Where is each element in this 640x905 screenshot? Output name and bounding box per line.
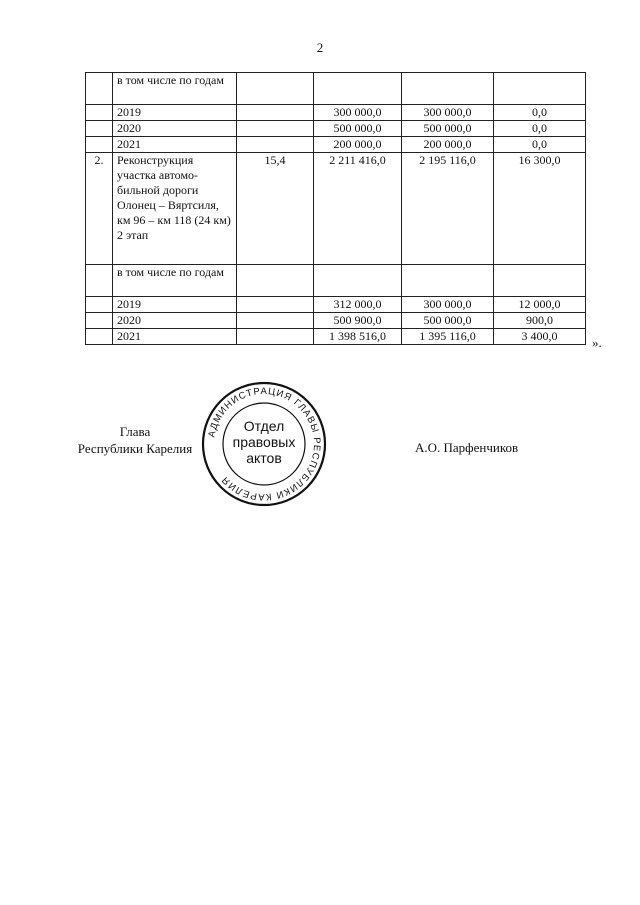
signatory-title: [60, 423, 210, 457]
row-number-cell: [86, 329, 113, 345]
row-value-total-cell: 300 000,0: [314, 105, 402, 121]
row-value-total-cell: 312 000,0: [314, 297, 402, 313]
page-number: 2: [316, 40, 324, 55]
row-value-regional-cell: [494, 73, 586, 105]
closing-quote: ».: [592, 335, 602, 350]
row-name-cell: 2020: [113, 313, 237, 329]
table-row: [86, 137, 586, 153]
row-value-total-cell: 2 211 416,0: [314, 153, 402, 265]
table-row: [86, 153, 586, 265]
row-name-cell: 2019: [113, 297, 237, 313]
row-value-regional-cell: [494, 265, 586, 297]
row-number-cell: [86, 313, 113, 329]
row-value-total-cell: 500 000,0: [314, 121, 402, 137]
table-row: [86, 265, 586, 297]
row-value-federal-cell: 500 000,0: [402, 121, 494, 137]
row-value-federal-cell: 500 000,0: [402, 313, 494, 329]
row-name-cell: Реконструкция участка автомо-бильной дороги Олонец – Вяртсиля, км 96 – км 118 (24 км) 2 этап: [113, 153, 237, 265]
budget-table: [85, 72, 586, 345]
stamp-center-line3: актов: [246, 450, 282, 466]
stamp-ring-text: АДМИНИСТРАЦИЯ ГЛАВЫ РЕСПУБЛИКИ КАРЕЛИЯ: [206, 385, 323, 503]
table-row: [86, 313, 586, 329]
table-row: [86, 105, 586, 121]
stamp-center-line1: Отдел: [243, 418, 285, 434]
row-value-federal-cell: 300 000,0: [402, 105, 494, 121]
row-name-cell: 2021: [113, 137, 237, 153]
row-length-cell: [237, 121, 314, 137]
row-value-regional-cell: 0,0: [494, 105, 586, 121]
table-row: [86, 121, 586, 137]
row-number-cell: [86, 265, 113, 297]
row-value-federal-cell: [402, 73, 494, 105]
row-length-cell: [237, 137, 314, 153]
row-value-regional-cell: 12 000,0: [494, 297, 586, 313]
row-number-cell: [86, 121, 113, 137]
table-row: [86, 297, 586, 313]
row-length-cell: [237, 329, 314, 345]
row-value-regional-cell: 3 400,0: [494, 329, 586, 345]
row-value-federal-cell: 1 395 116,0: [402, 329, 494, 345]
row-length-cell: [237, 73, 314, 105]
row-value-federal-cell: 2 195 116,0: [402, 153, 494, 265]
row-length-cell: [237, 297, 314, 313]
row-name-cell: в том числе по годам: [113, 265, 237, 297]
official-stamp: [200, 380, 328, 508]
row-number-cell: [86, 105, 113, 121]
row-number-cell: [86, 73, 113, 105]
signatory-name: А.О. Парфенчиков: [415, 440, 519, 455]
signatory-title-line2: Республики Карелия: [77, 441, 193, 456]
row-name-cell: 2019: [113, 105, 237, 121]
row-length-cell: [237, 105, 314, 121]
row-name-cell: в том числе по годам: [113, 73, 237, 105]
table-row: [86, 329, 586, 345]
row-value-total-cell: 500 900,0: [314, 313, 402, 329]
row-value-regional-cell: 0,0: [494, 137, 586, 153]
row-length-cell: [237, 265, 314, 297]
row-name-cell: 2021: [113, 329, 237, 345]
row-value-federal-cell: [402, 265, 494, 297]
row-name-cell: 2020: [113, 121, 237, 137]
row-number-cell: [86, 137, 113, 153]
row-value-federal-cell: 200 000,0: [402, 137, 494, 153]
row-value-federal-cell: 300 000,0: [402, 297, 494, 313]
row-length-cell: 15,4: [237, 153, 314, 265]
table-row: [86, 73, 586, 105]
row-number-cell: 2.: [86, 153, 113, 265]
row-value-regional-cell: 900,0: [494, 313, 586, 329]
row-value-regional-cell: 0,0: [494, 121, 586, 137]
row-value-total-cell: [314, 73, 402, 105]
signatory-title-line1: Глава: [119, 424, 151, 439]
row-value-total-cell: 200 000,0: [314, 137, 402, 153]
row-value-regional-cell: 16 300,0: [494, 153, 586, 265]
stamp-center-line2: правовых: [232, 434, 296, 450]
row-number-cell: [86, 297, 113, 313]
stamp-center-text: [200, 418, 328, 466]
row-value-total-cell: 1 398 516,0: [314, 329, 402, 345]
row-value-total-cell: [314, 265, 402, 297]
row-length-cell: [237, 313, 314, 329]
